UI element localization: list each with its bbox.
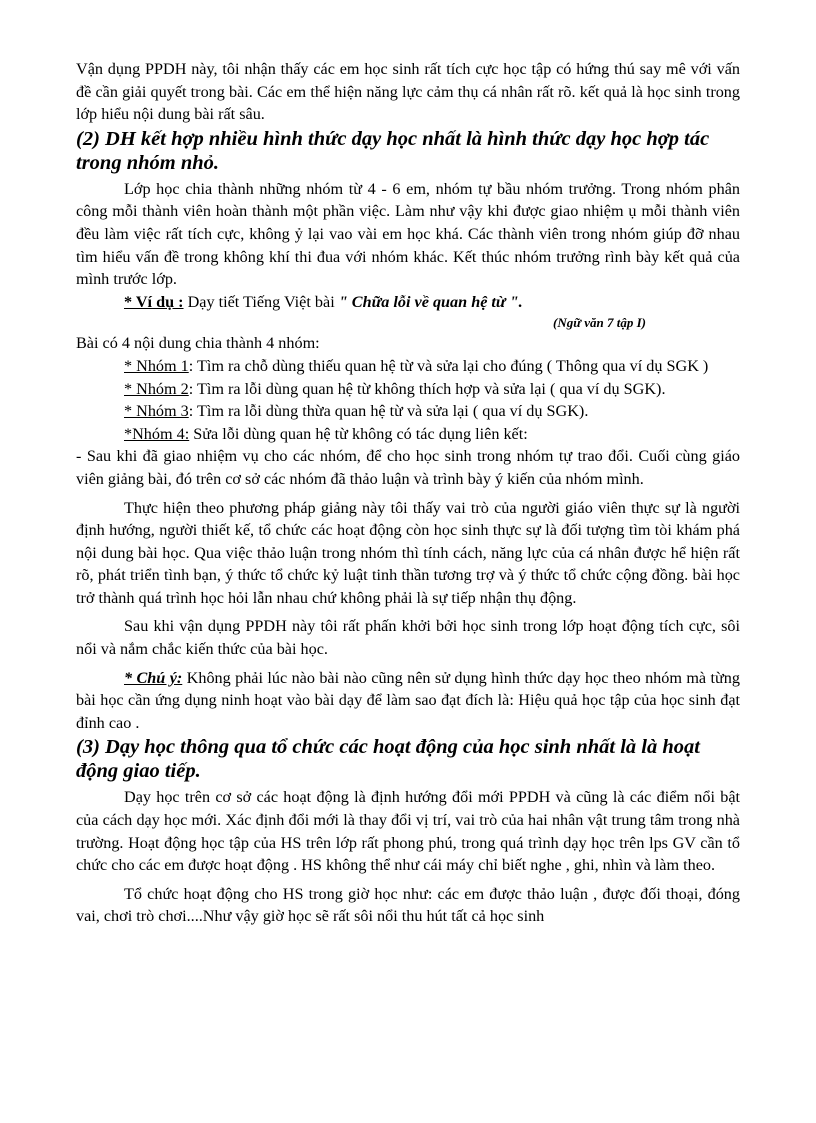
- section-heading-2: (2) DH kết hợp nhiều hình thức dạy học nhất là hình thức dạy học hợp tác trong nhóm nhỏ.: [76, 127, 710, 174]
- note-paragraph: [76, 667, 740, 735]
- example-line: [76, 291, 740, 314]
- group-item: [76, 400, 740, 423]
- group-text: : Tìm ra lỗi dùng quan hệ từ không thích hợp và sửa lại ( qua ví dụ SGK).: [188, 379, 666, 398]
- implementation-paragraph: Thực hiện theo phương pháp giảng này tôi thấy vai trò của người giáo viên thực sự là người định hướng, người thiết kế, tổ chức các hoạt động còn học sinh thực sự là đối tượng tìm tòi khám phá nội dung bài học. Qua việc thảo luận trong nhóm thì tính cách, năng lực của cá nhân được hể hiện rất rõ, phát triển tình bạn, ý thức tổ chức kỷ luật tinh thần tương trợ và ý thức tổ chức cộng đồng. bài học trở thành quá trình học hỏi lẫn nhau chứ không phải là sự tiếp nhận thụ động.: [76, 498, 740, 607]
- after-apply-paragraph: Sau khi vận dụng PPDH này tôi rất phấn khởi bởi học sinh trong lớp hoạt động tích cực, sôi nổi và nắm chắc kiến thức của bài học.: [76, 617, 740, 659]
- group-text: Sửa lỗi dùng quan hệ từ không có tác dụng liên kết:: [189, 424, 528, 443]
- after-assign-paragraph: - Sau khi đã giao nhiệm vụ cho các nhóm, để cho học sinh trong nhóm tự trao đổi. Cuối cùng giáo viên giảng bài, đó trên cơ sở các nhóm đã thảo luận và trình bày ý kiến của nhóm mình.: [76, 447, 740, 488]
- example-text: Dạy tiết Tiếng Việt bài: [183, 292, 339, 311]
- example-title: " Chữa lỗi về quan hệ từ ".: [338, 292, 523, 311]
- group-label: *Nhóm 4:: [124, 424, 190, 443]
- document-page: [76, 58, 740, 928]
- intro-paragraph: Vận dụng PPDH này, tôi nhận thấy các em học sinh rất tích cực học tập có hứng thú say mê với vấn đề cần giải quyết trong bài. Các em thể hiện năng lực cảm thụ cá nhân rất rõ. kết quả là học sinh trong lớp hiểu nội dung bài rất sâu.: [76, 60, 740, 124]
- group-label: * Nhóm 3: [124, 402, 189, 421]
- example-label: * Ví dụ :: [124, 292, 184, 311]
- example-source: (Ngữ văn 7 tập I): [552, 315, 646, 331]
- note-label: * Chú ý:: [124, 668, 183, 687]
- group-text: : Tìm ra chỗ dùng thiếu quan hệ từ và sửa lại cho đúng ( Thông qua ví dụ SGK ): [188, 356, 709, 375]
- organize-paragraph: Tổ chức hoạt động cho HS trong giờ học như: các em được thảo luận , được đối thoại, đóng vai, chơi trò chơi....Như vậy giờ học sẽ rất sôi nổi thu hút tất cả học sinh: [76, 884, 740, 926]
- group-text: : Tìm ra lỗi dùng thừa quan hệ từ và sửa lại ( qua ví dụ SGK).: [188, 402, 589, 421]
- note-text: Không phải lúc nào bài nào cũng nên sử dụng hình thức dạy học theo nhóm mà từng bài học cần ứng dụng ninh hoạt vào bài dạy để làm sao đạt đích là: Hiệu quả học tập của học sinh đạt đỉnh cao .: [76, 668, 740, 732]
- section-heading-3: (3) Dạy học thông qua tổ chức các hoạt động của học sinh nhất là là hoạt động giao tiếp.: [76, 736, 700, 783]
- group-item: [76, 355, 740, 378]
- group-item: [76, 378, 740, 401]
- group-label: * Nhóm 1: [124, 356, 189, 375]
- group-label: * Nhóm 2: [124, 379, 189, 398]
- activities-paragraph: Dạy học trên cơ sở các hoạt động là định hướng đổi mới PPDH và cũng là các điểm nổi bật của cách dạy học mới. Xác định đổi mới là thay đổi vị trí, vai trò của hai nhân vật trung tâm trong nhà trường. Hoạt động học tập của HS trên lớp rất phong phú, trong quá trình dạy học trên lps GV cần tổ chức cho các em được hoạt động . HS không thể như cái máy chỉ biết nghe , ghi, nhìn và làm theo.: [76, 788, 740, 875]
- groups-paragraph: Lớp học chia thành những nhóm từ 4 - 6 em, nhóm tự bầu nhóm trưởng. Trong nhóm phân công mỗi thành viên hoàn thành một phần việc. Làm như vậy khi được giao nhiệm ụ mỗi thành viên đều làm việc rất tích cực, không ỷ lại vao vài em học khá. Các thành viên trong nhóm giúp đỡ nhau tìm hiểu vấn đề trong không khí thi đua với nhóm khác. Kết thúc nhóm trưởng rình bày kết quả của mình trước lớp.: [76, 179, 740, 289]
- group-item: [76, 423, 740, 446]
- four-groups-paragraph: Bài có 4 nội dung chia thành 4 nhóm:: [76, 334, 320, 353]
